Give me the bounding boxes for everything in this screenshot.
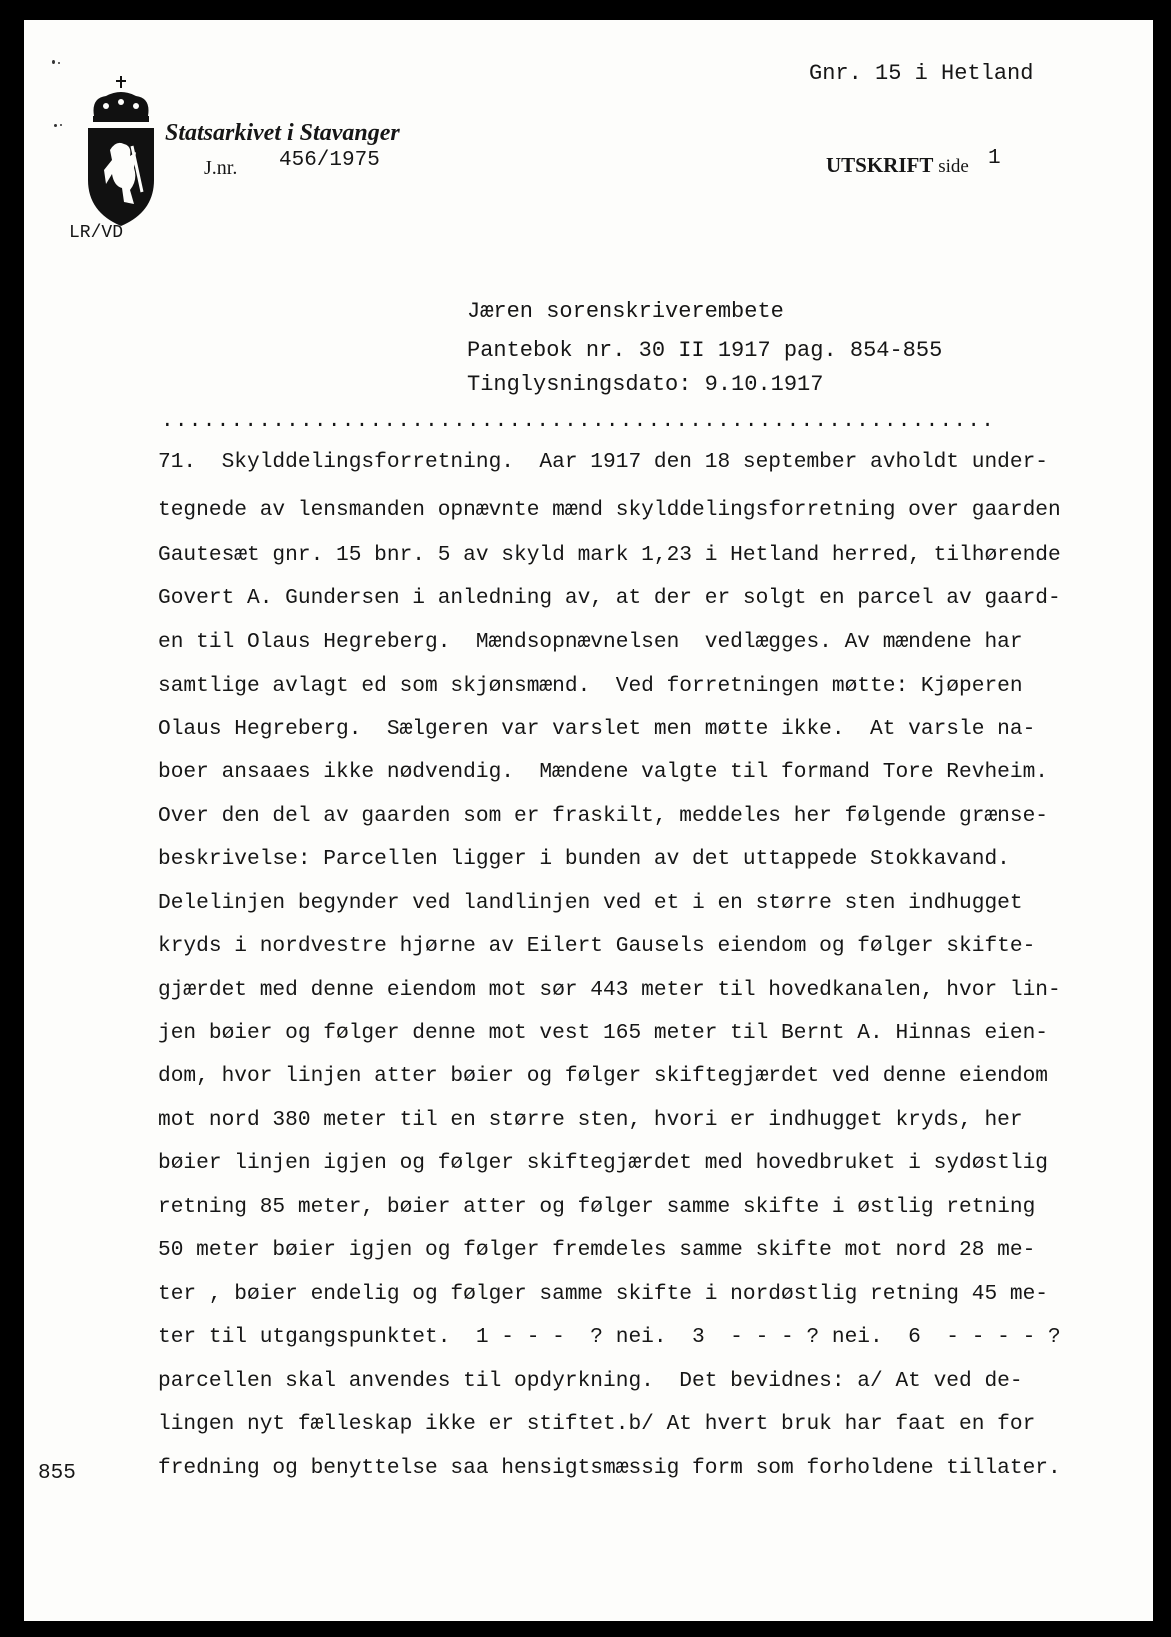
ink-speck xyxy=(54,124,57,127)
text-line: parcellen skal anvendes til opdyrkning. Det bevidnes: a/ At ved de- xyxy=(158,1369,1023,1393)
text-line: Delelinjen begynder ved landlinjen ved et i en større sten indhugget xyxy=(158,891,1023,915)
page-number: 1 xyxy=(988,147,1001,170)
text-line: mot nord 380 meter til en større sten, hvori er indhugget kryds, her xyxy=(158,1108,1023,1132)
text-line: dom, hvor linjen atter bøier og følger skiftegjærdet ved denne eiendom xyxy=(158,1064,1049,1088)
text-line: ter , bøier endelig og følger samme skifte i nordøstlig retning 45 me- xyxy=(158,1282,1049,1306)
side-label: side xyxy=(938,156,969,177)
text-line: 50 meter bøier igjen og følger fremdeles samme skifte mot nord 28 me- xyxy=(158,1238,1036,1262)
mortgage-book-reference: Pantebok nr. 30 II 1917 pag. 854-855 xyxy=(467,338,943,363)
registration-date: Tinglysningsdato: 9.10.1917 xyxy=(467,372,824,397)
court-office: Jæren sorenskriverembete xyxy=(467,299,784,324)
text-line: en til Olaus Hegreberg. Mændsopnævnelsen vedlægges. Av mændene har xyxy=(158,630,1023,654)
text-line: bøier linjen igjen og følger skiftegjærdet med hovedbruket i sydøstlig xyxy=(158,1151,1049,1175)
text-line: retning 85 meter, bøier atter og følger samme skifte i østlig retning xyxy=(158,1195,1036,1219)
property-reference: Gnr. 15 i Hetland xyxy=(809,61,1034,86)
transcript-label xyxy=(826,153,969,178)
text-line: Govert A. Gundersen i anledning av, at der er solgt en parcel av gaard- xyxy=(158,586,1061,610)
dotted-separator: ............................................................ xyxy=(161,410,996,433)
text-line: Over den del av gaarden som er fraskilt, meddeles her følgende grænse- xyxy=(158,804,1049,828)
text-line: kryds i nordvestre hjørne av Eilert Gausels eiendom og følger skifte- xyxy=(158,934,1036,958)
text-line: jen bøier og følger denne mot vest 165 meter til Bernt A. Hinnas eien- xyxy=(158,1021,1049,1045)
coat-of-arms-icon xyxy=(76,76,166,240)
ink-speck xyxy=(60,124,62,126)
text-line: lingen nyt fælleskap ikke er stiftet.b/ At hvert bruk har faat en for xyxy=(158,1412,1036,1436)
text-line: samtlige avlagt ed som skjønsmænd. Ved forretningen møtte: Kjøperen xyxy=(158,674,1023,698)
initials: LR/VD xyxy=(69,223,124,243)
text-line: tegnede av lensmanden opnævnte mænd skylddelingsforretning over gaarden xyxy=(158,498,1061,522)
archive-name: Statsarkivet i Stavanger xyxy=(165,120,400,146)
document-page xyxy=(24,20,1153,1621)
text-line: Olaus Hegreberg. Sælgeren var varslet men møtte ikke. At varsle na- xyxy=(158,717,1036,741)
text-line: 71. Skylddelingsforretning. Aar 1917 den 18 september avholdt under- xyxy=(158,450,1049,474)
text-line: gjærdet med denne eiendom mot sør 443 meter til hovedkanalen, hvor lin- xyxy=(158,978,1061,1002)
utskrift-label: UTSKRIFT xyxy=(826,153,933,177)
text-line: boer ansaaes ikke nødvendig. Mændene valgte til formand Tore Revheim. xyxy=(158,760,1049,784)
ink-speck xyxy=(58,62,60,64)
margin-page-note: 855 xyxy=(38,1462,76,1485)
ink-speck xyxy=(52,60,55,64)
text-line: ter til utgangspunktet. 1 - - - ? nei. 3 - - - ? nei. 6 - - - - ? xyxy=(158,1325,1061,1349)
journal-number-label: J.nr. xyxy=(204,157,238,179)
journal-number: 456/1975 xyxy=(279,149,380,172)
text-line: Gautesæt gnr. 15 bnr. 5 av skyld mark 1,23 i Hetland herred, tilhørende xyxy=(158,543,1061,567)
text-line: fredning og benyttelse saa hensigtsmæssig form som forholdene tillater. xyxy=(158,1456,1061,1480)
text-line: beskrivelse: Parcellen ligger i bunden av det uttappede Stokkavand. xyxy=(158,847,1010,871)
